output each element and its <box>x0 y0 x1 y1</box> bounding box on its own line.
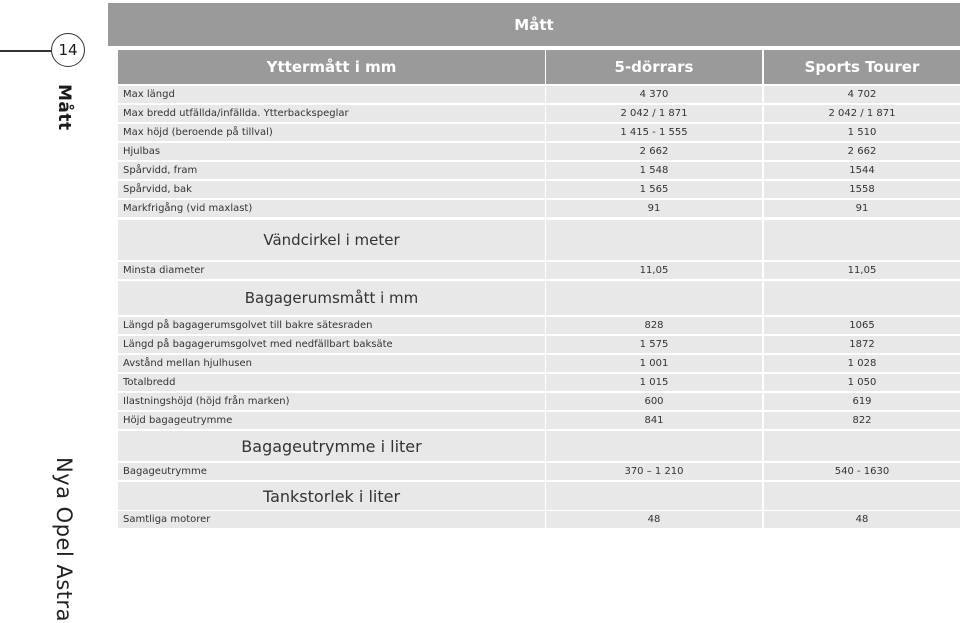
row-value-sports-tourer: 11,05 <box>764 262 960 279</box>
section-spacer <box>764 220 960 260</box>
row-value-sports-tourer: 1 510 <box>764 124 960 141</box>
row-label: Max höjd (beroende på tillval) <box>118 124 545 141</box>
section-spacer <box>546 220 762 260</box>
row-value-sports-tourer: 48 <box>764 511 960 528</box>
row-value-5door: 370 – 1 210 <box>546 463 762 480</box>
section-spacer <box>546 482 762 510</box>
table-row <box>118 105 960 122</box>
table-row <box>118 162 960 179</box>
table-row <box>118 124 960 141</box>
row-label: Spårvidd, bak <box>118 181 545 198</box>
section-spacer <box>546 431 762 461</box>
page-number: 14 <box>51 33 85 67</box>
page-title: Mått <box>108 3 960 46</box>
row-value-5door: 841 <box>546 412 762 429</box>
row-label: Max längd <box>118 86 545 103</box>
row-value-sports-tourer: 619 <box>764 393 960 410</box>
row-label: Hjulbas <box>118 143 545 160</box>
row-value-5door: 4 370 <box>546 86 762 103</box>
row-value-5door: 2 662 <box>546 143 762 160</box>
section-spacer <box>764 482 960 510</box>
side-brand: Nya Opel Astra <box>52 457 76 623</box>
row-label: Bagageutrymme <box>118 463 545 480</box>
row-label: Ilastningshöjd (höjd från marken) <box>118 393 545 410</box>
row-value-5door: 1 548 <box>546 162 762 179</box>
row-value-sports-tourer: 822 <box>764 412 960 429</box>
row-value-sports-tourer: 1065 <box>764 317 960 334</box>
side-title: Mått <box>54 84 74 131</box>
section-spacer <box>764 281 960 315</box>
row-value-sports-tourer: 1558 <box>764 181 960 198</box>
table-row <box>118 463 960 480</box>
row-value-sports-tourer: 1 050 <box>764 374 960 391</box>
table-row <box>118 181 960 198</box>
row-value-5door: 1 565 <box>546 181 762 198</box>
row-value-sports-tourer: 1544 <box>764 162 960 179</box>
row-value-sports-tourer: 1 028 <box>764 355 960 372</box>
row-value-5door: 1 575 <box>546 336 762 353</box>
table-row <box>118 412 960 429</box>
row-label: Minsta diameter <box>118 262 545 279</box>
row-value-sports-tourer: 4 702 <box>764 86 960 103</box>
section-title-luggage-dims: Bagagerumsmått i mm <box>118 281 545 315</box>
row-label: Höjd bagageutrymme <box>118 412 545 429</box>
table-row <box>118 374 960 391</box>
section-title-exterior: Yttermått i mm <box>118 50 545 84</box>
table-row <box>118 143 960 160</box>
table-row <box>118 393 960 410</box>
row-value-5door: 11,05 <box>546 262 762 279</box>
section-spacer <box>546 281 762 315</box>
row-value-5door: 600 <box>546 393 762 410</box>
table-row <box>118 317 960 334</box>
table-row <box>118 262 960 279</box>
row-value-5door: 1 001 <box>546 355 762 372</box>
row-value-5door: 48 <box>546 511 762 528</box>
row-label: Avstånd mellan hjulhusen <box>118 355 545 372</box>
row-label: Markfrigång (vid maxlast) <box>118 200 545 217</box>
row-label: Längd på bagagerumsgolvet till bakre sätesraden <box>118 317 545 334</box>
row-label: Max bredd utfällda/infällda. Ytterbackspeglar <box>118 105 545 122</box>
row-value-sports-tourer: 540 - 1630 <box>764 463 960 480</box>
section-title-luggage-volume: Bagageutrymme i liter <box>118 431 545 461</box>
section-spacer <box>764 431 960 461</box>
row-value-sports-tourer: 2 042 / 1 871 <box>764 105 960 122</box>
row-value-5door: 2 042 / 1 871 <box>546 105 762 122</box>
table-row <box>118 336 960 353</box>
row-label: Längd på bagagerumsgolvet med nedfällbart baksäte <box>118 336 545 353</box>
row-label: Spårvidd, fram <box>118 162 545 179</box>
row-label: Totalbredd <box>118 374 545 391</box>
row-value-5door: 1 415 - 1 555 <box>546 124 762 141</box>
row-value-sports-tourer: 2 662 <box>764 143 960 160</box>
page-marker-line <box>0 50 52 52</box>
table-row <box>118 86 960 103</box>
row-value-5door: 91 <box>546 200 762 217</box>
section-title-turning: Vändcirkel i meter <box>118 220 545 260</box>
section-title-fuel: Tankstorlek i liter <box>118 482 545 510</box>
column-header-sports-tourer: Sports Tourer <box>764 50 960 84</box>
table-row <box>118 511 960 528</box>
row-value-5door: 828 <box>546 317 762 334</box>
table-row <box>118 200 960 217</box>
row-value-sports-tourer: 91 <box>764 200 960 217</box>
row-label: Samtliga motorer <box>118 511 545 528</box>
row-value-sports-tourer: 1872 <box>764 336 960 353</box>
row-value-5door: 1 015 <box>546 374 762 391</box>
table-row <box>118 355 960 372</box>
column-header-5door: 5-dörrars <box>546 50 762 84</box>
